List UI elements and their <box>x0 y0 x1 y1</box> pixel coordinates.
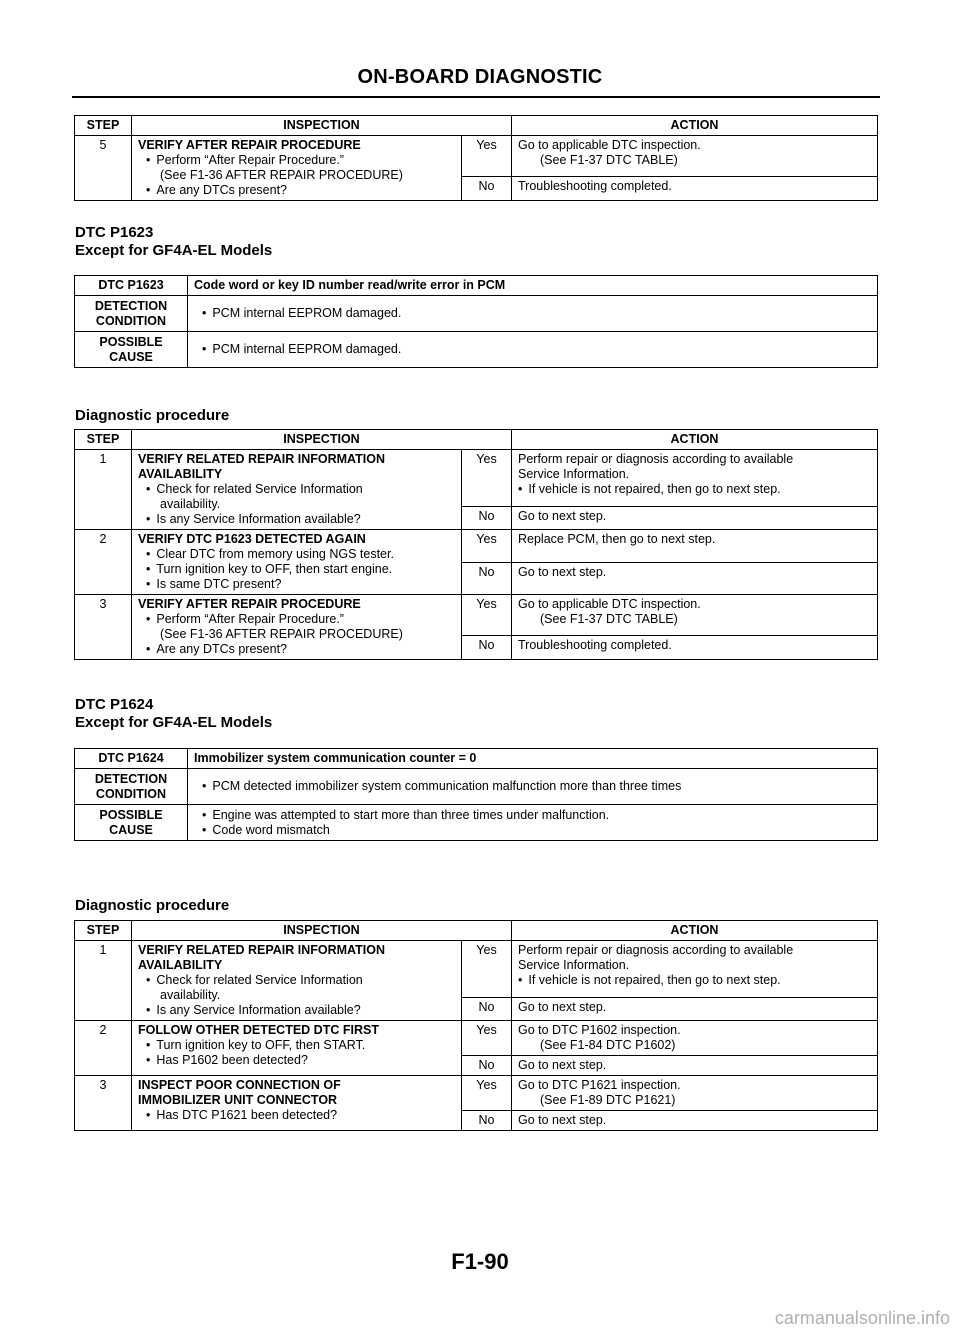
yes-label: Yes <box>462 595 512 636</box>
inspection-bullet: • Has P1602 been detected? <box>138 1053 455 1068</box>
step-number: 1 <box>75 450 132 530</box>
no-action: Troubleshooting completed. <box>512 636 878 660</box>
inspection-bullet: • Are any DTCs present? <box>138 642 455 657</box>
no-label: No <box>462 1056 512 1076</box>
yes-action <box>512 136 878 177</box>
inspection-title: INSPECT POOR CONNECTION OF <box>138 1078 341 1092</box>
inspection-bullet-cont: (See F1-36 AFTER REPAIR PROCEDURE) <box>160 627 403 641</box>
action-bullet: • If vehicle is not repaired, then go to next step. <box>518 973 871 988</box>
action-text: Perform repair or diagnosis according to available <box>518 452 794 466</box>
no-action: Go to next step. <box>512 1056 878 1076</box>
condition-text: • PCM internal EEPROM damaged. <box>194 306 401 320</box>
inspection-bullet: • Is any Service Information available? <box>138 1003 455 1018</box>
condition-text: • PCM detected immobilizer system communication malfunction more than three times <box>194 779 681 793</box>
cause-text: • PCM internal EEPROM damaged. <box>194 342 401 356</box>
inspection-bullet: • Check for related Service Information <box>138 482 455 497</box>
detection-condition-value <box>188 769 878 805</box>
cause-text: • Code word mismatch <box>194 823 871 838</box>
action-ref: (See F1-37 DTC TABLE) <box>540 153 678 167</box>
action-text: Go to applicable DTC inspection. <box>518 138 701 152</box>
inspection-bullet-cont: (See F1-36 AFTER REPAIR PROCEDURE) <box>160 168 403 182</box>
possible-cause-label <box>75 332 188 368</box>
inspection-bullet: • Perform “After Repair Procedure.” <box>138 153 455 168</box>
yes-label: Yes <box>462 450 512 507</box>
yes-action: Replace PCM, then go to next step. <box>512 530 878 563</box>
possible-cause-label <box>75 805 188 841</box>
section2-heading <box>75 696 272 732</box>
cause-text: • Engine was attempted to start more than three times under malfunction. <box>194 808 871 823</box>
yes-action <box>512 1076 878 1111</box>
no-action: Go to next step. <box>512 507 878 530</box>
no-label: No <box>462 177 512 201</box>
section2-heading-models: Except for GF4A-EL Models <box>75 714 273 731</box>
inspection-bullet: • Is any Service Information available? <box>138 512 455 527</box>
action-text: Go to DTC P1621 inspection. <box>518 1078 681 1092</box>
no-action: Go to next step. <box>512 998 878 1021</box>
inspection-bullet: • Check for related Service Information <box>138 973 455 988</box>
header-step: STEP <box>75 116 132 136</box>
yes-action <box>512 941 878 998</box>
inspection-bullet: • Is same DTC present? <box>138 577 455 592</box>
inspection-bullet-cont: availability. <box>160 988 221 1002</box>
no-label: No <box>462 636 512 660</box>
no-action: Troubleshooting completed. <box>512 177 878 201</box>
inspection-bullet: • Are any DTCs present? <box>138 183 455 198</box>
yes-label: Yes <box>462 941 512 998</box>
header-inspection: INSPECTION <box>132 116 512 136</box>
label-line: DETECTION <box>94 771 168 786</box>
inspection-title: AVAILABILITY <box>138 958 223 972</box>
inspection-title: VERIFY RELATED REPAIR INFORMATION <box>138 452 385 466</box>
step-number: 2 <box>75 530 132 595</box>
section1-heading-code: DTC P1623 <box>75 224 154 241</box>
label-line: CAUSE <box>109 349 153 364</box>
no-label: No <box>462 507 512 530</box>
page-title: ON-BOARD DIAGNOSTIC <box>357 66 603 88</box>
inspection-cell <box>132 1076 462 1131</box>
procedure1-table <box>74 429 878 660</box>
inspection-bullet: • Clear DTC from memory using NGS tester. <box>138 547 455 562</box>
inspection-title: VERIFY AFTER REPAIR PROCEDURE <box>138 597 361 611</box>
header-inspection: INSPECTION <box>132 921 512 941</box>
procedure2-heading: Diagnostic procedure <box>75 897 230 914</box>
inspection-bullet: • Has DTC P1621 been detected? <box>138 1108 455 1123</box>
section1-heading <box>75 224 272 260</box>
yes-label: Yes <box>462 530 512 563</box>
page-number: F1-90 <box>451 1249 509 1274</box>
action-text: Service Information. <box>518 958 630 972</box>
inspection-cell <box>132 530 462 595</box>
yes-label: Yes <box>462 136 512 177</box>
header-action: ACTION <box>512 430 878 450</box>
yes-label: Yes <box>462 1021 512 1056</box>
title-rule <box>72 96 880 98</box>
action-ref: (See F1-37 DTC TABLE) <box>540 612 678 626</box>
procedure2-table <box>74 920 878 1131</box>
action-text: Go to applicable DTC inspection. <box>518 597 701 611</box>
label-line: POSSIBLE <box>99 807 163 822</box>
inspection-bullet-cont: availability. <box>160 497 221 511</box>
header-inspection: INSPECTION <box>132 430 512 450</box>
inspection-title: VERIFY RELATED REPAIR INFORMATION <box>138 943 385 957</box>
dtc-code: DTC P1623 <box>75 276 188 296</box>
no-action: Go to next step. <box>512 563 878 595</box>
action-text: Service Information. <box>518 467 630 481</box>
inspection-bullet: • Turn ignition key to OFF, then START. <box>138 1038 455 1053</box>
dtc-p1624-table <box>74 748 878 841</box>
action-text: Go to DTC P1602 inspection. <box>518 1023 681 1037</box>
yes-label: Yes <box>462 1076 512 1111</box>
yes-action <box>512 595 878 636</box>
watermark: carmanualsonline.info <box>774 1308 950 1328</box>
dtc-description: Code word or key ID number read/write error in PCM <box>188 276 878 296</box>
no-label: No <box>462 563 512 595</box>
action-ref: (See F1-84 DTC P1602) <box>540 1038 676 1052</box>
action-bullet: • If vehicle is not repaired, then go to next step. <box>518 482 871 497</box>
label-line: CONDITION <box>95 313 167 328</box>
step-number: 1 <box>75 941 132 1021</box>
inspection-cell <box>132 136 462 201</box>
header-step: STEP <box>75 430 132 450</box>
step-number: 3 <box>75 595 132 660</box>
header-action: ACTION <box>512 116 878 136</box>
yes-action <box>512 450 878 507</box>
label-line: CONDITION <box>95 786 167 801</box>
inspection-cell <box>132 941 462 1021</box>
detection-condition-label <box>75 296 188 332</box>
step-number: 2 <box>75 1021 132 1076</box>
label-line: POSSIBLE <box>99 334 163 349</box>
inspection-title: AVAILABILITY <box>138 467 223 481</box>
inspection-cell <box>132 450 462 530</box>
procedure1-heading: Diagnostic procedure <box>75 407 230 424</box>
section1-heading-models: Except for GF4A-EL Models <box>75 242 273 259</box>
detection-condition-value <box>188 296 878 332</box>
dtc-code: DTC P1624 <box>75 749 188 769</box>
no-label: No <box>462 1111 512 1131</box>
detection-condition-label <box>75 769 188 805</box>
inspection-title: VERIFY DTC P1623 DETECTED AGAIN <box>138 532 366 546</box>
action-ref: (See F1-89 DTC P1621) <box>540 1093 676 1107</box>
possible-cause-value <box>188 332 878 368</box>
inspection-title: FOLLOW OTHER DETECTED DTC FIRST <box>138 1023 379 1037</box>
inspection-cell <box>132 595 462 660</box>
dtc-description: Immobilizer system communication counter = 0 <box>188 749 878 769</box>
inspection-title: IMMOBILIZER UNIT CONNECTOR <box>138 1093 338 1107</box>
step-number: 5 <box>75 136 132 201</box>
inspection-title: VERIFY AFTER REPAIR PROCEDURE <box>138 138 361 152</box>
yes-action <box>512 1021 878 1056</box>
section2-heading-code: DTC P1624 <box>75 696 154 713</box>
dtc-p1623-table <box>74 275 878 368</box>
action-text: Perform repair or diagnosis according to available <box>518 943 794 957</box>
possible-cause-value <box>188 805 878 841</box>
inspection-bullet: • Turn ignition key to OFF, then start engine. <box>138 562 455 577</box>
inspection-cell <box>132 1021 462 1076</box>
step-number: 3 <box>75 1076 132 1131</box>
inspection-bullet: • Perform “After Repair Procedure.” <box>138 612 455 627</box>
header-action: ACTION <box>512 921 878 941</box>
label-line: DETECTION <box>94 298 168 313</box>
header-step: STEP <box>75 921 132 941</box>
no-label: No <box>462 998 512 1021</box>
no-action: Go to next step. <box>512 1111 878 1131</box>
step5-table <box>74 115 878 201</box>
label-line: CAUSE <box>109 822 153 837</box>
